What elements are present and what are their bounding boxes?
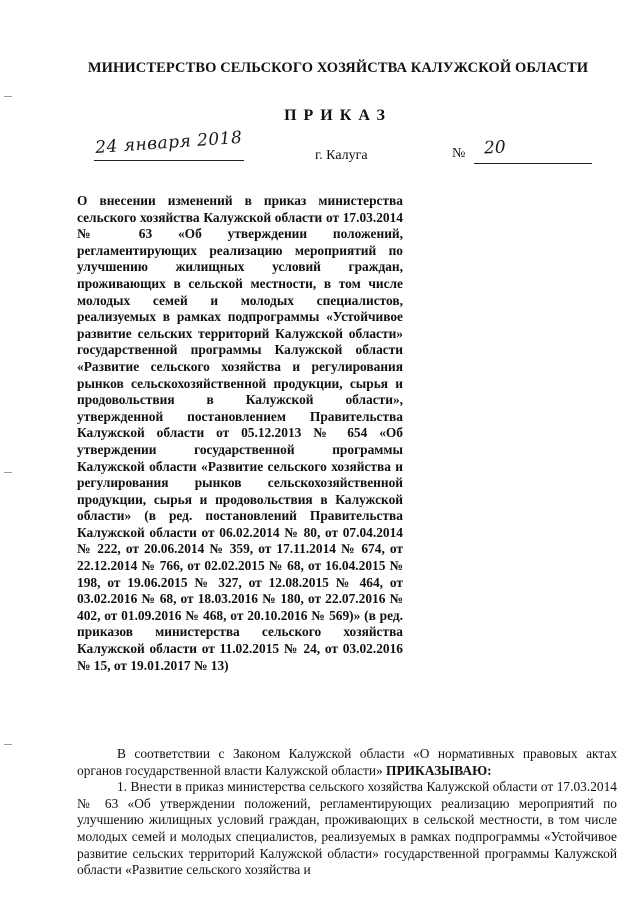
ministry-header: МИНИСТЕРСТВО СЕЛЬСКОГО ХОЗЯЙСТВА КАЛУЖСКОЙ ОБЛАСТИ bbox=[87, 60, 589, 76]
number-underline bbox=[474, 163, 592, 164]
scan-mark bbox=[4, 472, 12, 473]
date-underline bbox=[94, 160, 244, 161]
order-keyword: ПРИКАЗЫВАЮ: bbox=[386, 762, 492, 778]
number-label: № bbox=[452, 146, 466, 161]
scan-mark bbox=[4, 96, 12, 97]
scan-mark bbox=[4, 744, 12, 745]
subject-text: О внесении изменений в приказ министерства сельского хозяйства Калужской области от 17.03.2014 № 63 «Об утверждении положений, регламентирующих реализацию мероприятий по улучшению жилищных условий граждан, проживающих в сельской местности, в том числе молодых семей и молодых специалистов, реализуемых в рамках подпрограммы «Устойчивое развитие сельских территорий Калужской области» государственной программы Калужской области «Развитие сельского хозяйства и регулирования рынков сельскохозяйственной продукции, сырья и продовольствия в Калужской области», утвержденной постановлением Правительства Калужской области от 05.12.2013 № 654 «Об утверждении государственной программы Калужской области «Развитие сельского хозяйства и регулирования рынков сельскохозяйственной продукции, сырья и продовольствия в Калужской области» (в ред. постановлений Правительства Калужской области от 06.02.2014 № 80, от 07.04.2014 № 222, от 20.06.2014 № 359, от 17.11.2014 № 674, от 22.12.2014 № 766, от 02.02.2015 № 68, от 16.04.2015 № 198, от 19.06.2015 № 327, от 12.08.2015 № 464, от 03.02.2016 № 68, от 18.03.2016 № 180, от 22.07.2016 № 402, от 01.09.2016 № 468, от 20.10.2016 № 569)» (в ред. приказов министерства сельского хозяйства Калужской области от 11.02.2015 № 24, от 03.02.2016 № 15, от 19.01.2017 № 13) bbox=[77, 193, 403, 673]
city-label: г. Калуга bbox=[315, 148, 368, 163]
order-subject bbox=[77, 193, 403, 674]
order-body bbox=[77, 746, 617, 879]
preamble-text: В соответствии с Законом Калужской области «О нормативных правовых актах органов государственной власти Калужской области» bbox=[77, 746, 617, 778]
preamble-paragraph bbox=[77, 746, 617, 779]
handwritten-number: 20 bbox=[483, 137, 507, 159]
handwritten-date: 24 января 2018 bbox=[94, 127, 243, 158]
clause-1-paragraph: 1. Внести в приказ министерства сельского хозяйства Калужской области от 17.03.2014 № 63 «Об утверждении положений, регламентирующих реализацию мероприятий по улучшению жилищных условий граждан, проживающих в сельской местности, в том числе молодых семей и молодых специалистов, реализуемых в рамках подпрограммы «Устойчивое развитие сельских территорий Калужской области» государственной программы Калужской области «Развитие сельского хозяйства и bbox=[77, 779, 617, 878]
document-title: ПРИКАЗ bbox=[284, 107, 392, 124]
